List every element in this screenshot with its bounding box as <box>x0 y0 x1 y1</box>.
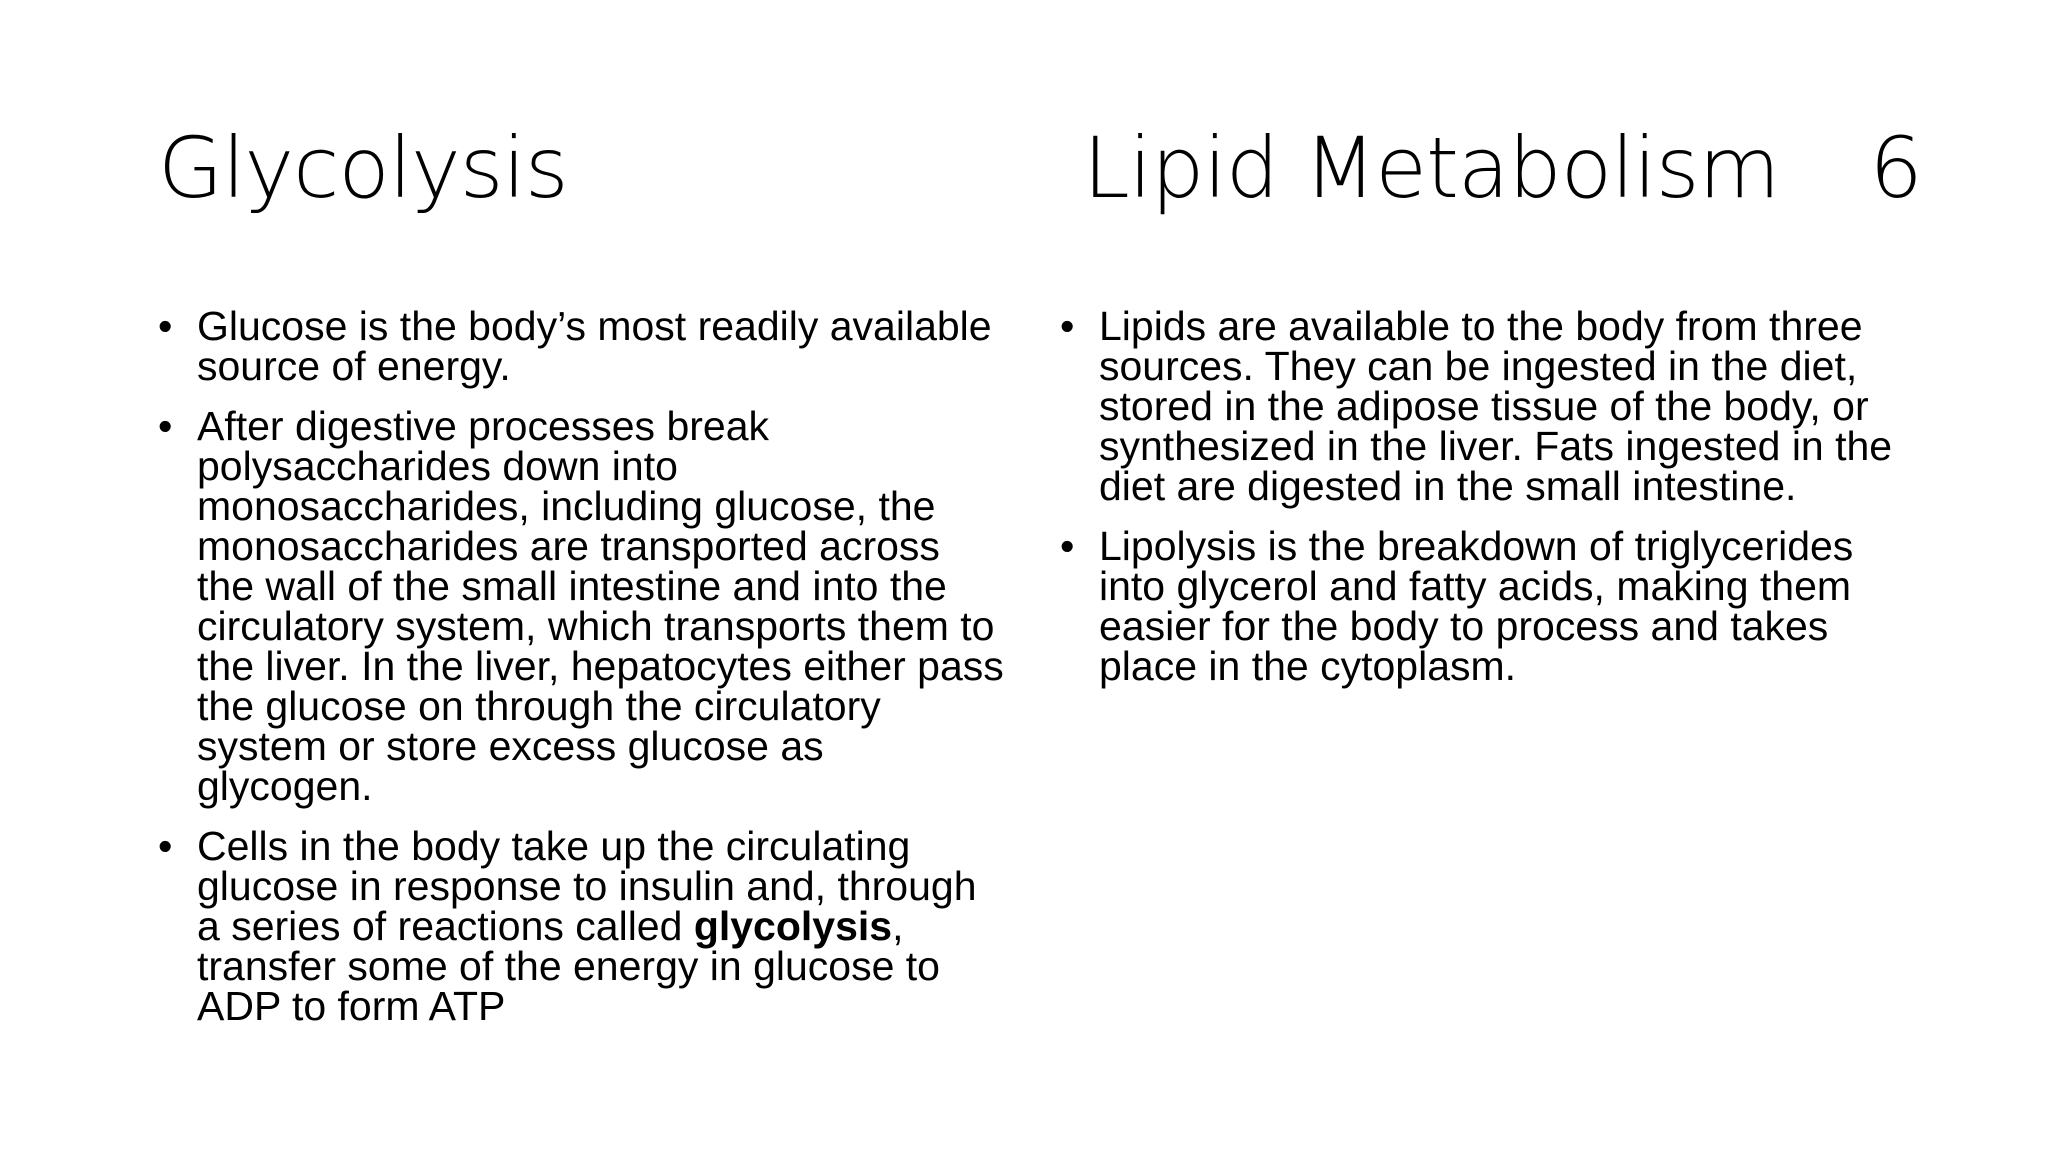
title-glycolysis <box>158 118 568 218</box>
glycolysis-bullet-1 <box>158 303 1008 389</box>
title-lipid-metabolism-text: Lipid Metabolism <box>1083 119 1780 217</box>
glycolysis-bold-term: glycolysis <box>693 903 893 949</box>
lipid-bullet-1-text: Lipids are available to the body from three sources. They can be ingested in the diet, stored in the adipose tissue of the body, or synthesized in the liver. Fats ingested in the diet are digested in the small intestine. <box>1099 303 1893 509</box>
glycolysis-bullet-3-after: , transfer some of the energy in glucose to ADP to form ATP <box>197 903 940 1029</box>
glycolysis-bullet-2-text: After digestive processes break polysaccharides down into monosaccharides, including glucose, the monosaccharides are transported across the wall of the small intestine and into the circulatory system, which transports them to the liver. In the liver, hepatocytes either pass the glucose on through the circulatory system or store excess glucose as glycogen. <box>197 403 1004 809</box>
title-lipid-metabolism <box>1083 118 1922 218</box>
page-number: 6 <box>1869 119 1922 217</box>
title-glycolysis-text: Glycolysis <box>158 119 568 217</box>
glycolysis-bullet-3-before: Cells in the body take up the circulating glucose in response to insulin and, through a series of reactions called <box>197 823 977 949</box>
bullet-glyph: • <box>1060 303 1075 349</box>
bullet-glyph: • <box>158 823 173 869</box>
glycolysis-bullet-1-text: Glucose is the body’s most readily available source of energy. <box>197 303 992 389</box>
glycolysis-bullet-3 <box>158 823 1008 1029</box>
glycolysis-content <box>158 303 1008 1046</box>
lipid-metabolism-content <box>1060 303 1920 706</box>
bullet-glyph: • <box>158 303 173 349</box>
bullet-glyph: • <box>1060 523 1075 569</box>
lipid-bullet-1 <box>1060 303 1920 509</box>
glycolysis-bullet-2 <box>158 403 1008 809</box>
lipid-bullet-2-text: Lipolysis is the breakdown of triglycerides into glycerol and fatty acids, making them easier for the body to process and takes place in the cytoplasm. <box>1099 523 1854 689</box>
glycolysis-bullet-3-text <box>197 823 977 1029</box>
bullet-glyph: • <box>158 403 173 449</box>
lipid-bullet-list <box>1060 303 1920 689</box>
lipid-bullet-2 <box>1060 523 1920 689</box>
glycolysis-bullet-list <box>158 303 1008 1029</box>
